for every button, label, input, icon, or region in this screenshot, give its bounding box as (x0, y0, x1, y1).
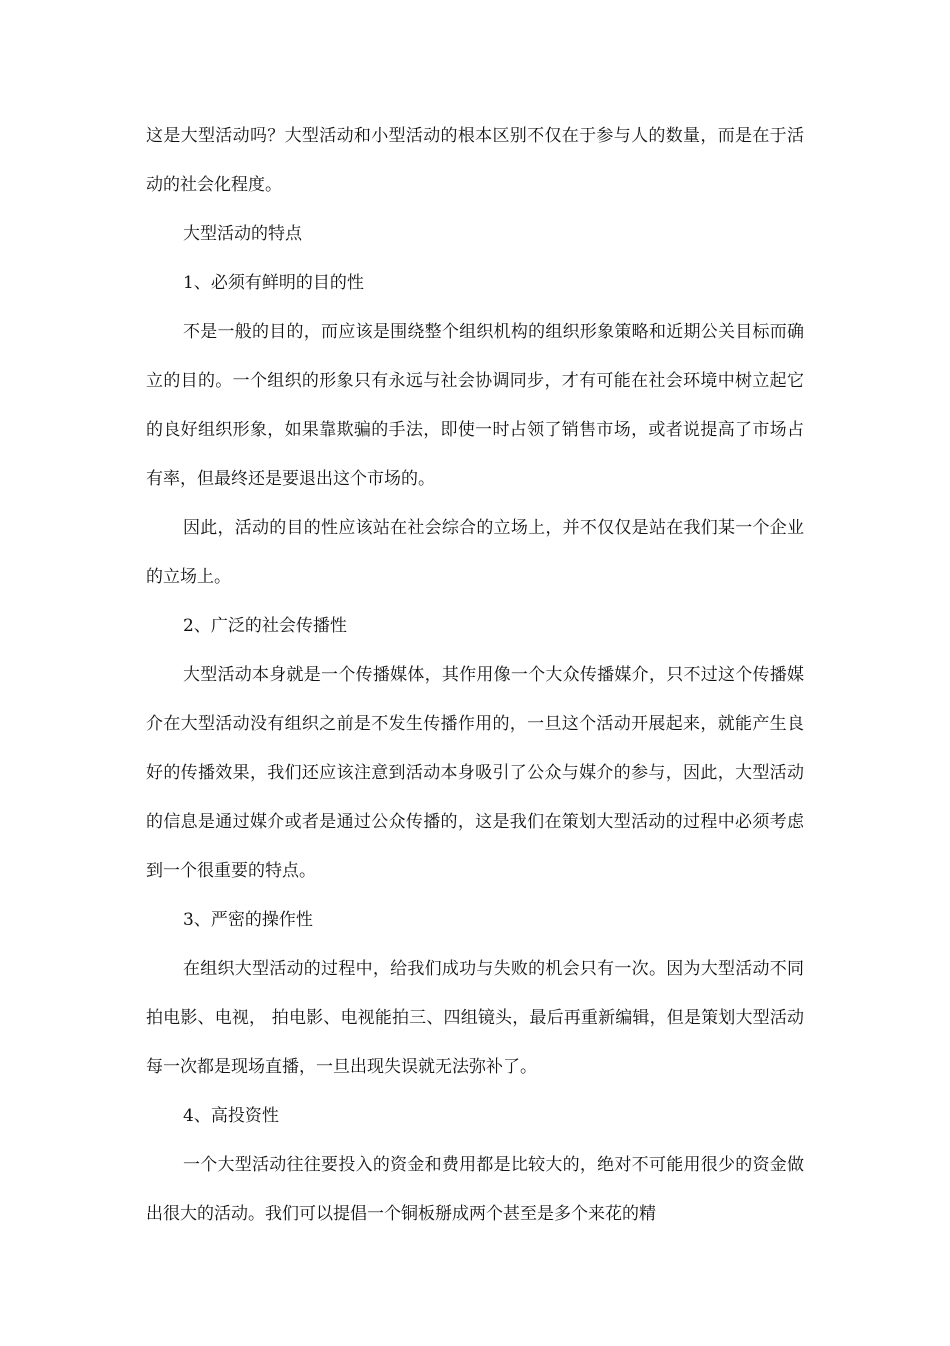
section-heading-4: 4、高投资性 (183, 1106, 279, 1126)
paragraph-operation: 在组织大型活动的过程中，给我们成功与失败的机会只有一次。因为大型活动不同拍电影、电视， 拍电影、电视能拍三、四组镜头，最后再重新编辑，但是策划大型活动每一次都是现场直播，一旦出现失误就无法弥补了。 (146, 959, 804, 1077)
paragraph-purpose: 不是一般的目的，而应该是围绕整个组织机构的组织形象策略和近期公关目标而确立的目的。一个组织的形象只有永远与社会协调同步，才有可能在社会环境中树立起它的良好组织形象，如果靠欺骗的手法，即使一时占领了销售市场，或者说提高了市场占有率，但最终还是要退出这个市场的。 (146, 322, 804, 489)
paragraph-intro: 这是大型活动吗？大型活动和小型活动的根本区别不仅在于参与人的数量，而是在于活动的社会化程度。 (146, 126, 804, 195)
paragraph-investment: 一个大型活动往往要投入的资金和费用都是比较大的，绝对不可能用很少的资金做出很大的活动。我们可以提倡一个铜板掰成两个甚至是多个来花的精 (146, 1155, 804, 1224)
paragraph-communication: 大型活动本身就是一个传播媒体，其作用像一个大众传播媒介，只不过这个传播媒介在大型活动没有组织之前是不发生传播作用的，一旦这个活动开展起来，就能产生良好的传播效果，我们还应该注意到活动本身吸引了公众与媒介的参与，因此，大型活动的信息是通过媒介或者是通过公众传播的，这是我们在策划大型活动的过程中必须考虑到一个很重要的特点。 (146, 665, 804, 881)
paragraph-purpose-conclusion: 因此，活动的目的性应该站在社会综合的立场上，并不仅仅是站在我们某一个企业的立场上。 (146, 518, 804, 587)
section-heading-1: 1、必须有鲜明的目的性 (183, 273, 364, 293)
section-heading-2: 2、广泛的社会传播性 (183, 616, 347, 636)
section-title: 大型活动的特点 (183, 224, 302, 244)
document-body (146, 112, 804, 1239)
section-heading-3: 3、严密的操作性 (183, 910, 313, 930)
